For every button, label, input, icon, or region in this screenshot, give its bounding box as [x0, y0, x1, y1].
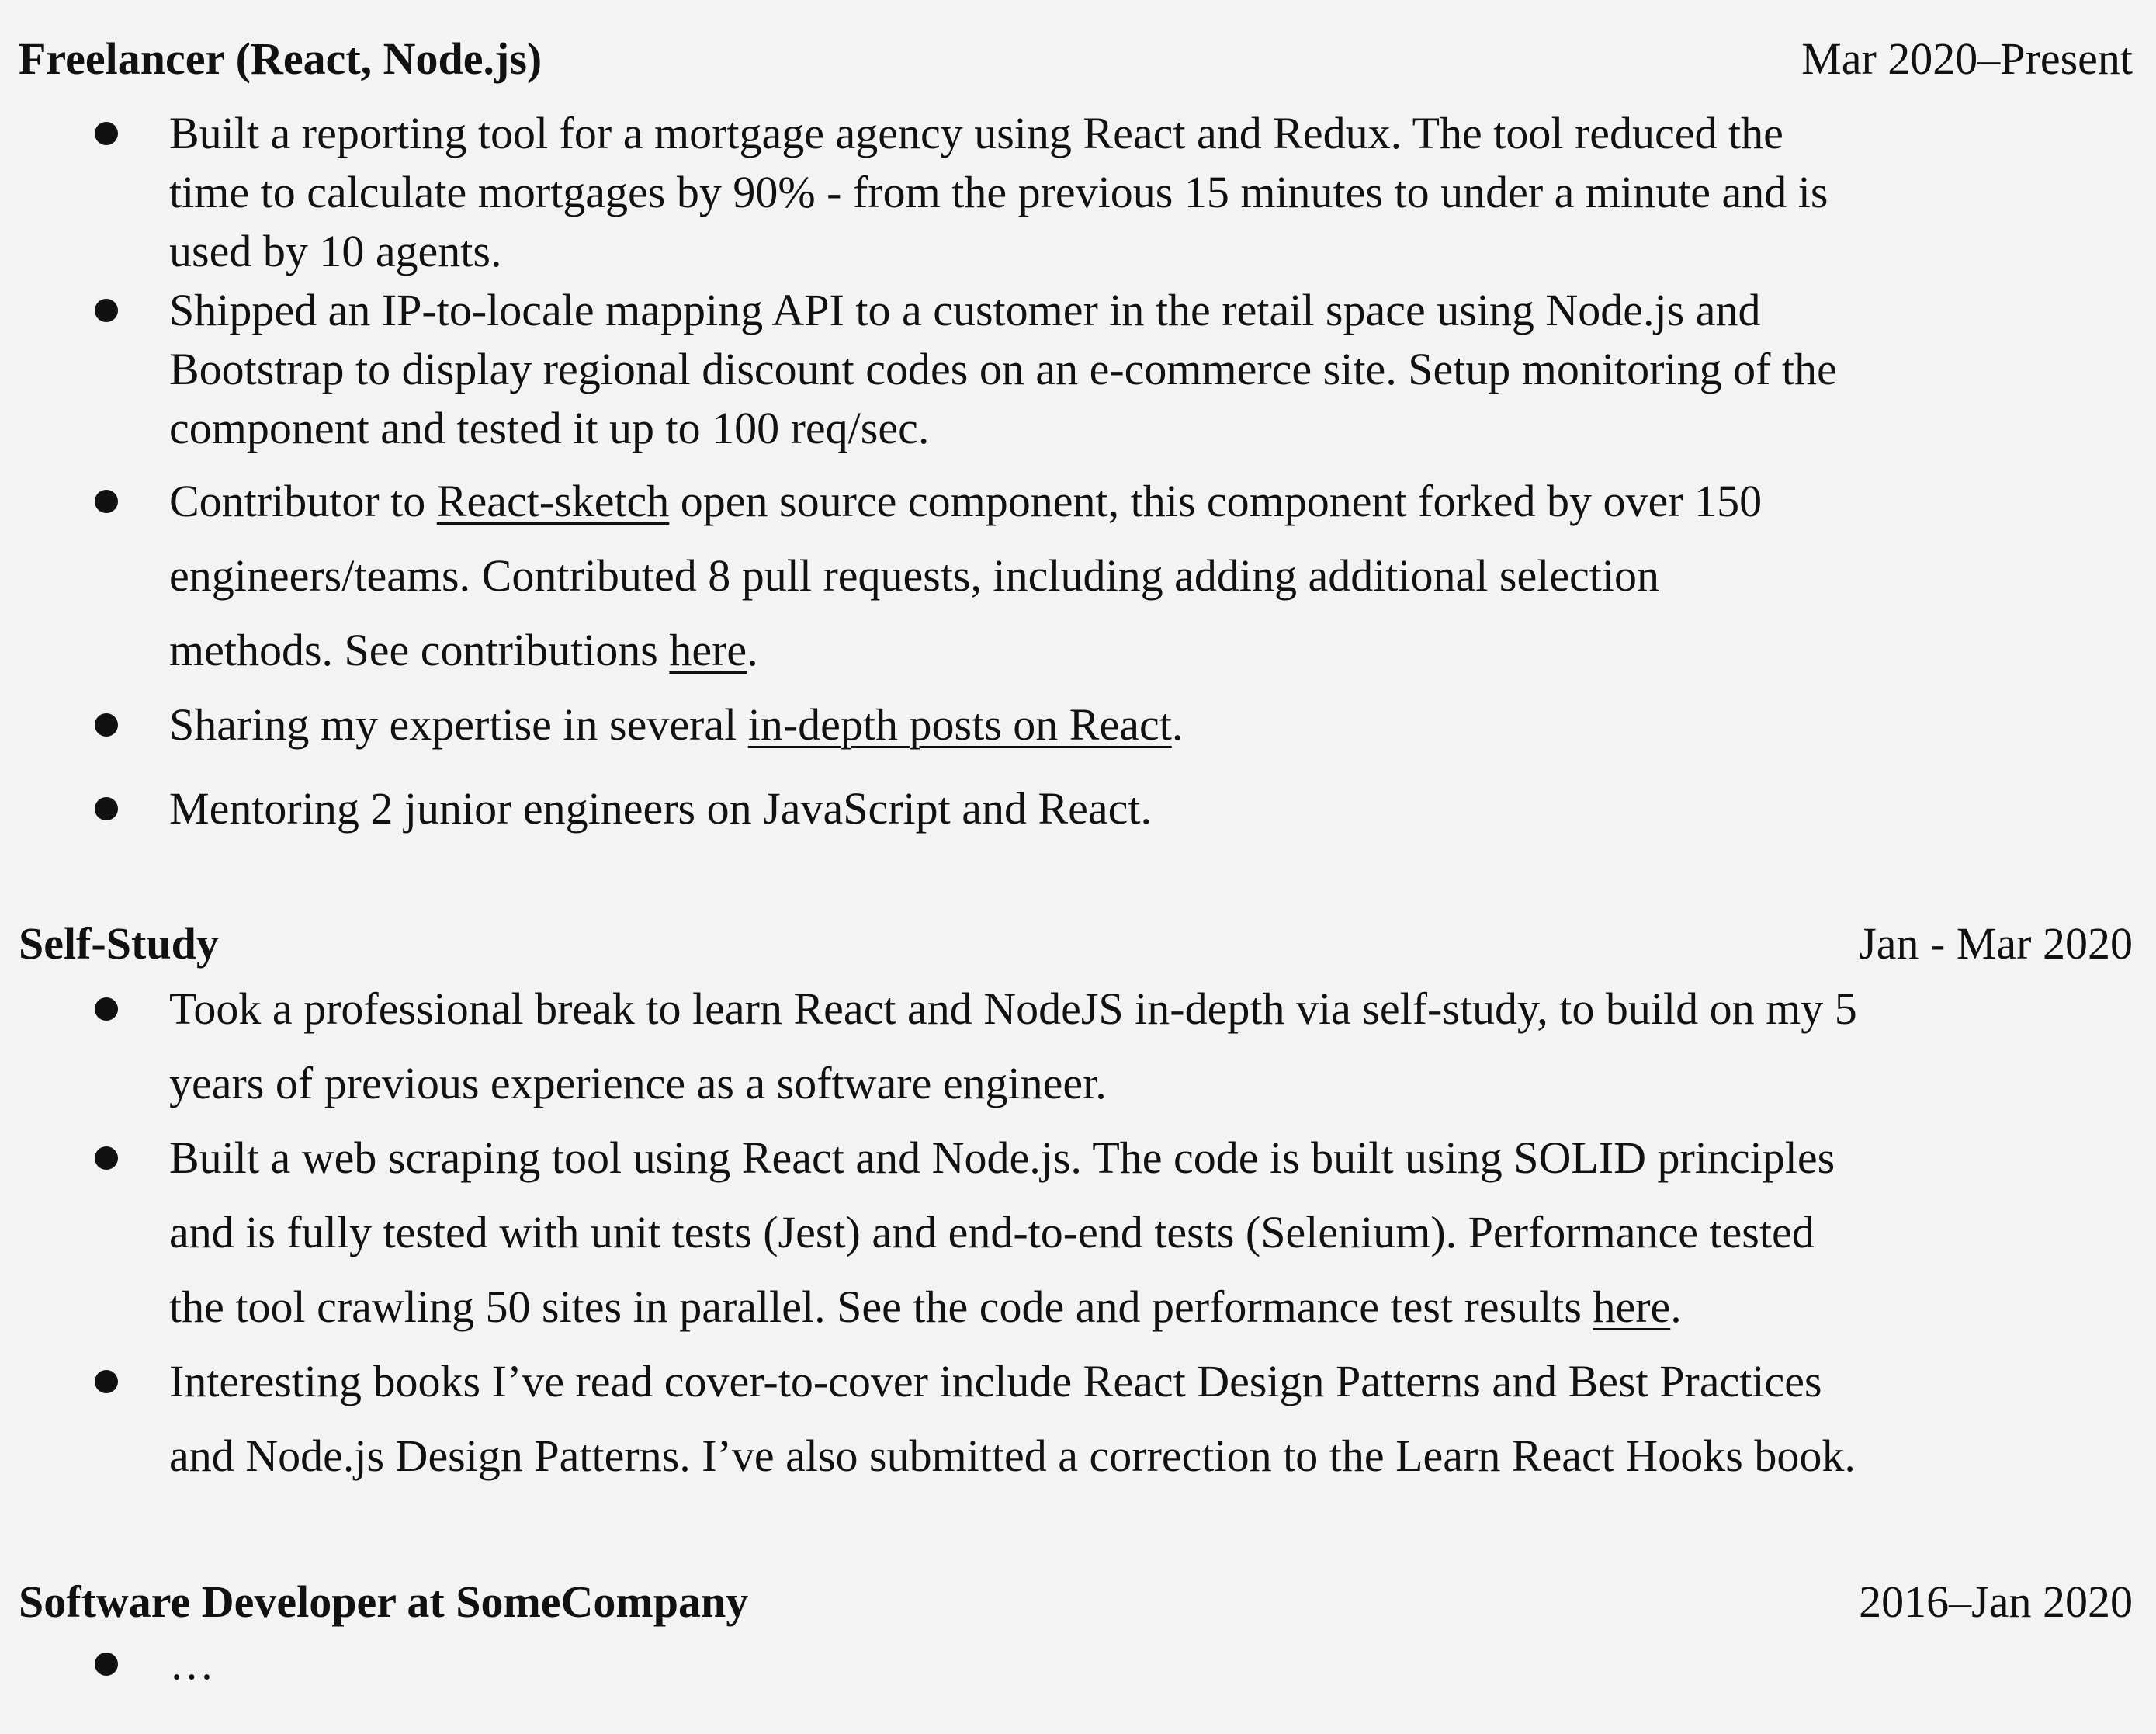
bullet-line: years of previous experience as a software engineer. [169, 1058, 1107, 1108]
text-segment: methods. See contributions [169, 625, 670, 675]
job-self-study [19, 913, 2133, 1493]
text-segment: Contributor to [169, 476, 437, 526]
bullet-line: time to calculate mortgages by 90% - from the previous 15 minutes to under a minute and is [169, 167, 1828, 217]
bullet-icon [95, 490, 118, 513]
list-item [19, 104, 2133, 281]
job-software-developer [19, 1571, 2133, 1701]
bullet-icon [95, 1370, 118, 1393]
job-date: Mar 2020–Present [1801, 33, 2133, 84]
contributions-link[interactable]: here [669, 625, 747, 675]
list-item [19, 972, 2133, 1121]
list-item [19, 1121, 2133, 1344]
bullet-icon [95, 1146, 118, 1170]
bullet-line: Shipped an IP-to-locale mapping API to a customer in the retail space using Node.js and [169, 285, 1761, 335]
bullet-line: … [169, 1639, 214, 1689]
text-segment: . [1171, 699, 1184, 750]
code-results-link[interactable]: here [1593, 1281, 1671, 1332]
bullet-line: Built a reporting tool for a mortgage agency using React and Redux. The tool reduced the [169, 108, 1783, 158]
bullet-line: engineers/teams. Contributed 8 pull requests, including adding additional selection [169, 550, 1660, 601]
list-item [19, 281, 2133, 458]
bullet-list [19, 972, 2133, 1493]
bullet-line: and is fully tested with unit tests (Jest) and end-to-end tests (Selenium). Performance tested [169, 1207, 1815, 1257]
react-posts-link[interactable]: in-depth posts on React [747, 699, 1172, 750]
text-segment: the tool crawling 50 sites in parallel. See the code and performance test results [169, 1281, 1593, 1332]
react-sketch-link[interactable]: React-sketch [436, 476, 670, 526]
list-item [19, 772, 2133, 846]
bullet-icon [95, 997, 118, 1021]
list-item [19, 688, 2133, 762]
job-header [19, 913, 2133, 975]
bullet-line: Mentoring 2 junior engineers on JavaScript and React. [169, 783, 1153, 834]
bullet-icon [95, 1653, 118, 1676]
list-item [19, 1627, 2133, 1701]
bullet-line: used by 10 agents. [169, 226, 502, 276]
bullet-line: and Node.js Design Patterns. I’ve also submitted a correction to the Learn React Hooks book. [169, 1431, 1856, 1481]
bullet-line: Took a professional break to learn React and NodeJS in-depth via self-study, to build on my 5 [169, 983, 1857, 1034]
bullet-icon [95, 122, 118, 145]
bullet-list [19, 1627, 2133, 1701]
bullet-icon [95, 713, 118, 737]
bullet-line: Interesting books I’ve read cover-to-cover include React Design Patterns and Best Practices [169, 1356, 1822, 1406]
bullet-list [19, 104, 2133, 846]
bullet-icon [95, 299, 118, 322]
bullet-line: Built a web scraping tool using React and Node.js. The code is built using SOLID principles [169, 1132, 1835, 1183]
job-title: Freelancer (React, Node.js) [19, 33, 542, 84]
job-title: Software Developer at SomeCompany [19, 1576, 749, 1627]
job-header [19, 28, 2133, 90]
text-segment: . [747, 625, 758, 675]
job-freelancer [19, 28, 2133, 846]
job-date: 2016–Jan 2020 [1859, 1576, 2133, 1627]
list-item [19, 464, 2133, 688]
job-header [19, 1571, 2133, 1633]
list-item [19, 1344, 2133, 1493]
bullet-line [169, 1270, 2133, 1344]
bullet-line [169, 464, 2133, 539]
bullet-line: component and tested it up to 100 req/sec. [169, 403, 930, 453]
text-segment: Sharing my expertise in several [169, 699, 748, 750]
job-date: Jan - Mar 2020 [1859, 918, 2133, 969]
bullet-line [169, 613, 2133, 688]
bullet-icon [95, 797, 118, 820]
text-segment: open source component, this component forked by over 150 [669, 476, 1763, 526]
text-segment: . [1670, 1281, 1682, 1332]
bullet-line [169, 688, 2133, 762]
bullet-line: Bootstrap to display regional discount codes on an e-commerce site. Setup monitoring of the [169, 344, 1837, 394]
job-title: Self-Study [19, 918, 219, 969]
